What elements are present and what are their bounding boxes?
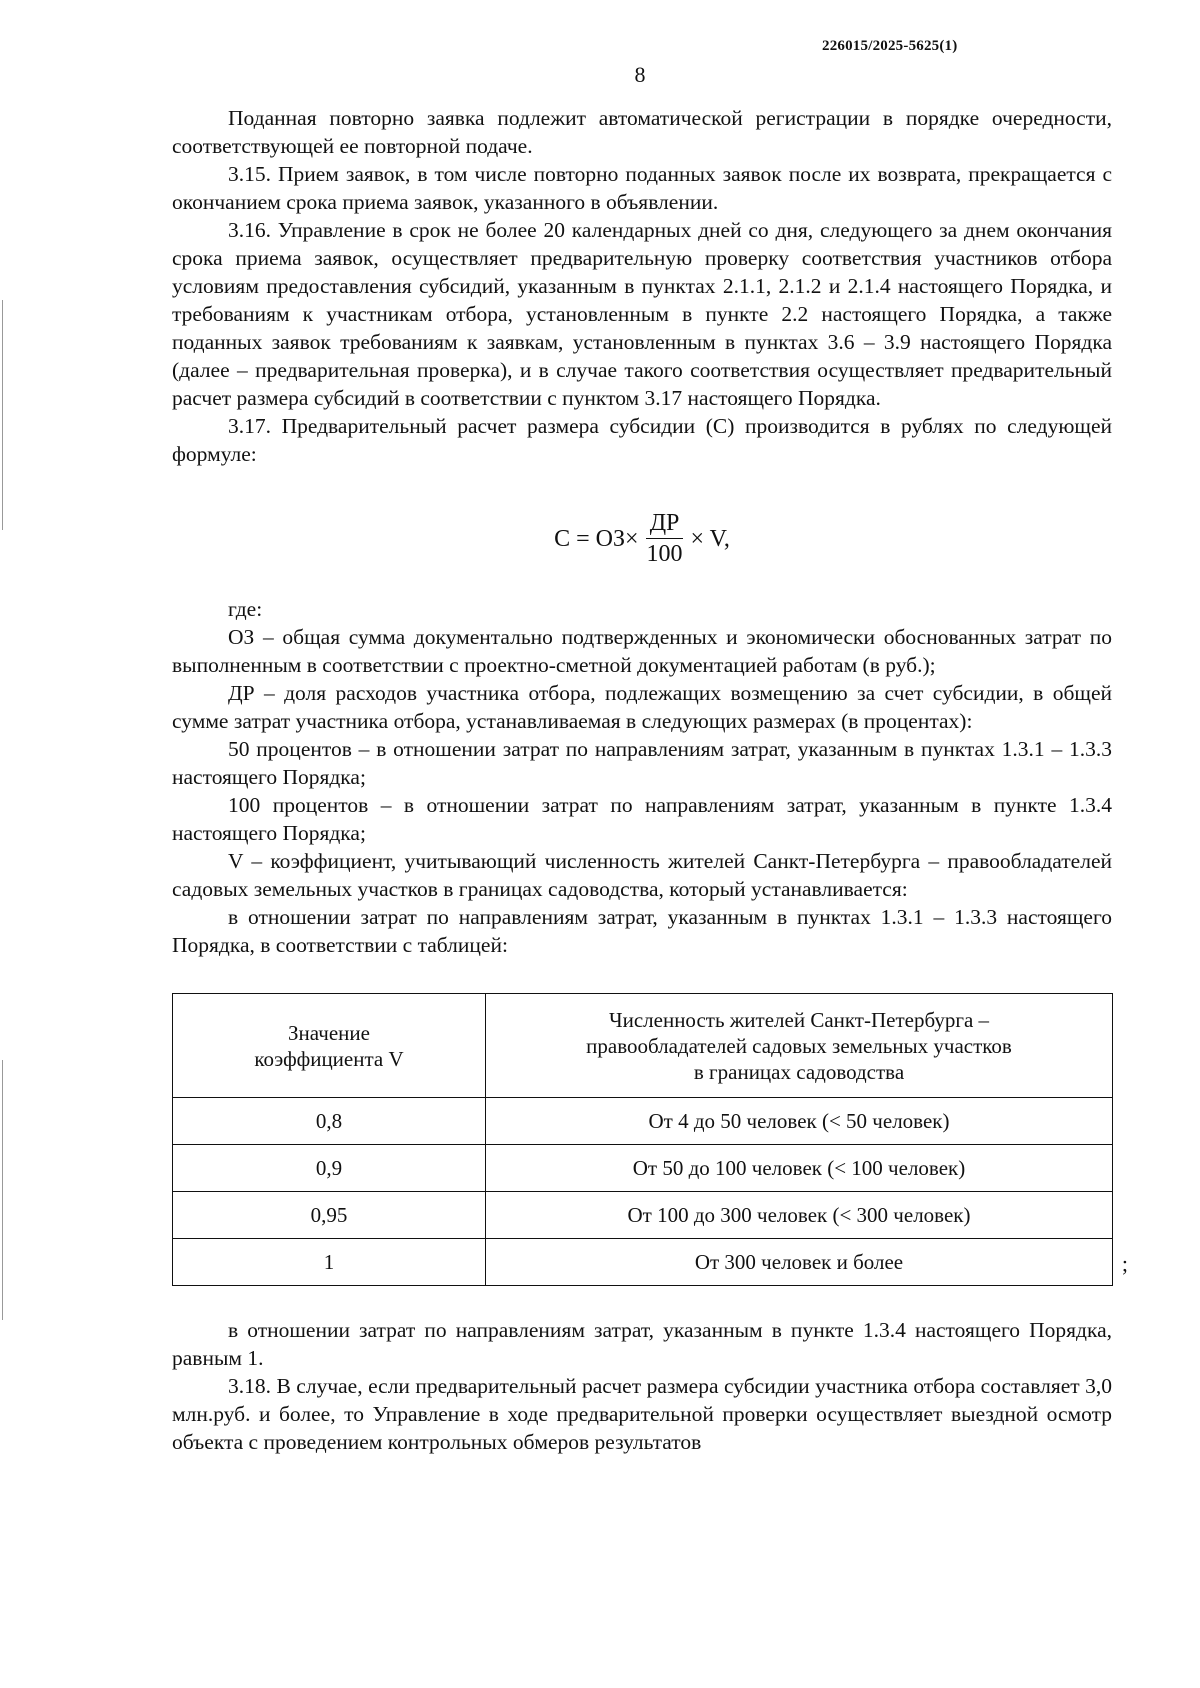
cell-residents: От 300 человек и более	[486, 1239, 1113, 1286]
definition-v: V – коэффициент, учитывающий численность жителей Санкт-Петербурга – правообладателей садовых земельных участков в границах садоводства, который устанавливается:	[172, 849, 1112, 901]
table-row	[173, 1145, 1113, 1192]
paragraph-after-table: в отношении затрат по направлениям затрат, указанным в пункте 1.3.4 настоящего Порядка, равным 1.	[172, 1318, 1112, 1370]
table-row	[173, 1192, 1113, 1239]
definition-100-percent: 100 процентов – в отношении затрат по направлениям затрат, указанным в пункте 1.3.4 настоящего Порядка;	[172, 793, 1112, 845]
where-label: где:	[228, 597, 263, 621]
header-coefficient	[173, 994, 486, 1098]
formula-left: С = ОЗ×	[554, 525, 639, 552]
table-header-row	[173, 994, 1113, 1098]
formula-denominator: 100	[646, 541, 683, 567]
cell-residents: От 100 до 300 человек (< 300 человек)	[486, 1192, 1113, 1239]
paragraph: Поданная повторно заявка подлежит автоматической регистрации в порядке очередности, соответствующей ее повторной подаче.	[172, 106, 1112, 158]
coefficient-table	[172, 993, 1113, 1286]
table-row	[173, 1239, 1113, 1286]
formula-right: × V,	[690, 525, 730, 552]
definition-v-table-intro: в отношении затрат по направлениям затрат, указанным в пунктах 1.3.1 – 1.3.3 настоящего Порядка, в соответствии с таблицей:	[172, 905, 1112, 957]
header-text: Значение	[288, 1020, 370, 1045]
page-number: 8	[634, 62, 646, 87]
cell-coefficient: 0,95	[173, 1192, 486, 1239]
header-residents-count	[486, 994, 1113, 1098]
table-trailing-semicolon: ;	[1121, 1251, 1128, 1276]
scan-edge-line	[2, 1060, 3, 1320]
table-row	[173, 1098, 1113, 1145]
cell-coefficient: 0,8	[173, 1098, 486, 1145]
cell-coefficient: 1	[173, 1239, 486, 1286]
definition-oz: ОЗ – общая сумма документально подтвержденных и экономически обоснованных затрат по выполненным в соответствии с проектно-сметной документацией работам (в руб.);	[172, 625, 1112, 677]
paragraph-3-15: 3.15. Прием заявок, в том числе повторно поданных заявок после их возврата, прекращается с окончанием срока приема заявок, указанного в объявлении.	[172, 162, 1112, 214]
document-body	[172, 104, 1128, 1456]
cell-residents: От 50 до 100 человек (< 100 человек)	[486, 1145, 1113, 1192]
paragraph-3-16: 3.16. Управление в срок не более 20 календарных дней со дня, следующего за днем окончания срока приема заявок, осуществляет предварительную проверку соответствия участников отбора условиям предоставления субсидий, указанным в пунктах 2.1.1, 2.1.2 и 2.1.4 настоящего Порядка, и требованиям к участникам отбора, установленным в пункте 2.2 настоящего Порядка, а также поданных заявок требованиям к заявкам, установленным в пунктах 3.6 – 3.9 настоящего Порядка (далее – предварительная проверка), и в случае такого соответствия осуществляет предварительный расчет размера субсидий в соответствии с пунктом 3.17 настоящего Порядка.	[172, 218, 1112, 410]
definition-50-percent: 50 процентов – в отношении затрат по направлениям затрат, указанным в пунктах 1.3.1 – 1.3.3 настоящего Порядка;	[172, 737, 1112, 789]
formula-numerator: ДР	[646, 508, 684, 539]
definition-dr: ДР – доля расходов участника отбора, подлежащих возмещению за счет субсидии, в общей сумме затрат участника отбора, устанавливаемая в следующих размерах (в процентах):	[172, 681, 1112, 733]
subsidy-formula	[172, 508, 1112, 569]
scan-edge-line	[2, 300, 3, 530]
document-id: 226015/2025-5625(1)	[822, 38, 958, 54]
paragraph-3-17: 3.17. Предварительный расчет размера субсидии (С) производится в рублях по следующей формуле:	[172, 414, 1112, 466]
header-text: правообладателей садовых земельных участков	[586, 1033, 1012, 1058]
header-text: коэффициента V	[254, 1046, 404, 1071]
paragraph-3-18: 3.18. В случае, если предварительный расчет размера субсидии участника отбора составляет 3,0 млн.руб. и более, то Управление в ходе предварительной проверки осуществляет выездной осмотр объекта с проведением контрольных обмеров результатов	[172, 1374, 1112, 1454]
header-text: Численность жителей Санкт-Петербурга –	[608, 1007, 990, 1032]
cell-coefficient: 0,9	[173, 1145, 486, 1192]
coefficient-table-wrapper	[172, 993, 1128, 1286]
cell-residents: От 4 до 50 человек (< 50 человек)	[486, 1098, 1113, 1145]
formula-fraction	[643, 508, 687, 569]
header-text: в границах садоводства	[693, 1059, 905, 1084]
